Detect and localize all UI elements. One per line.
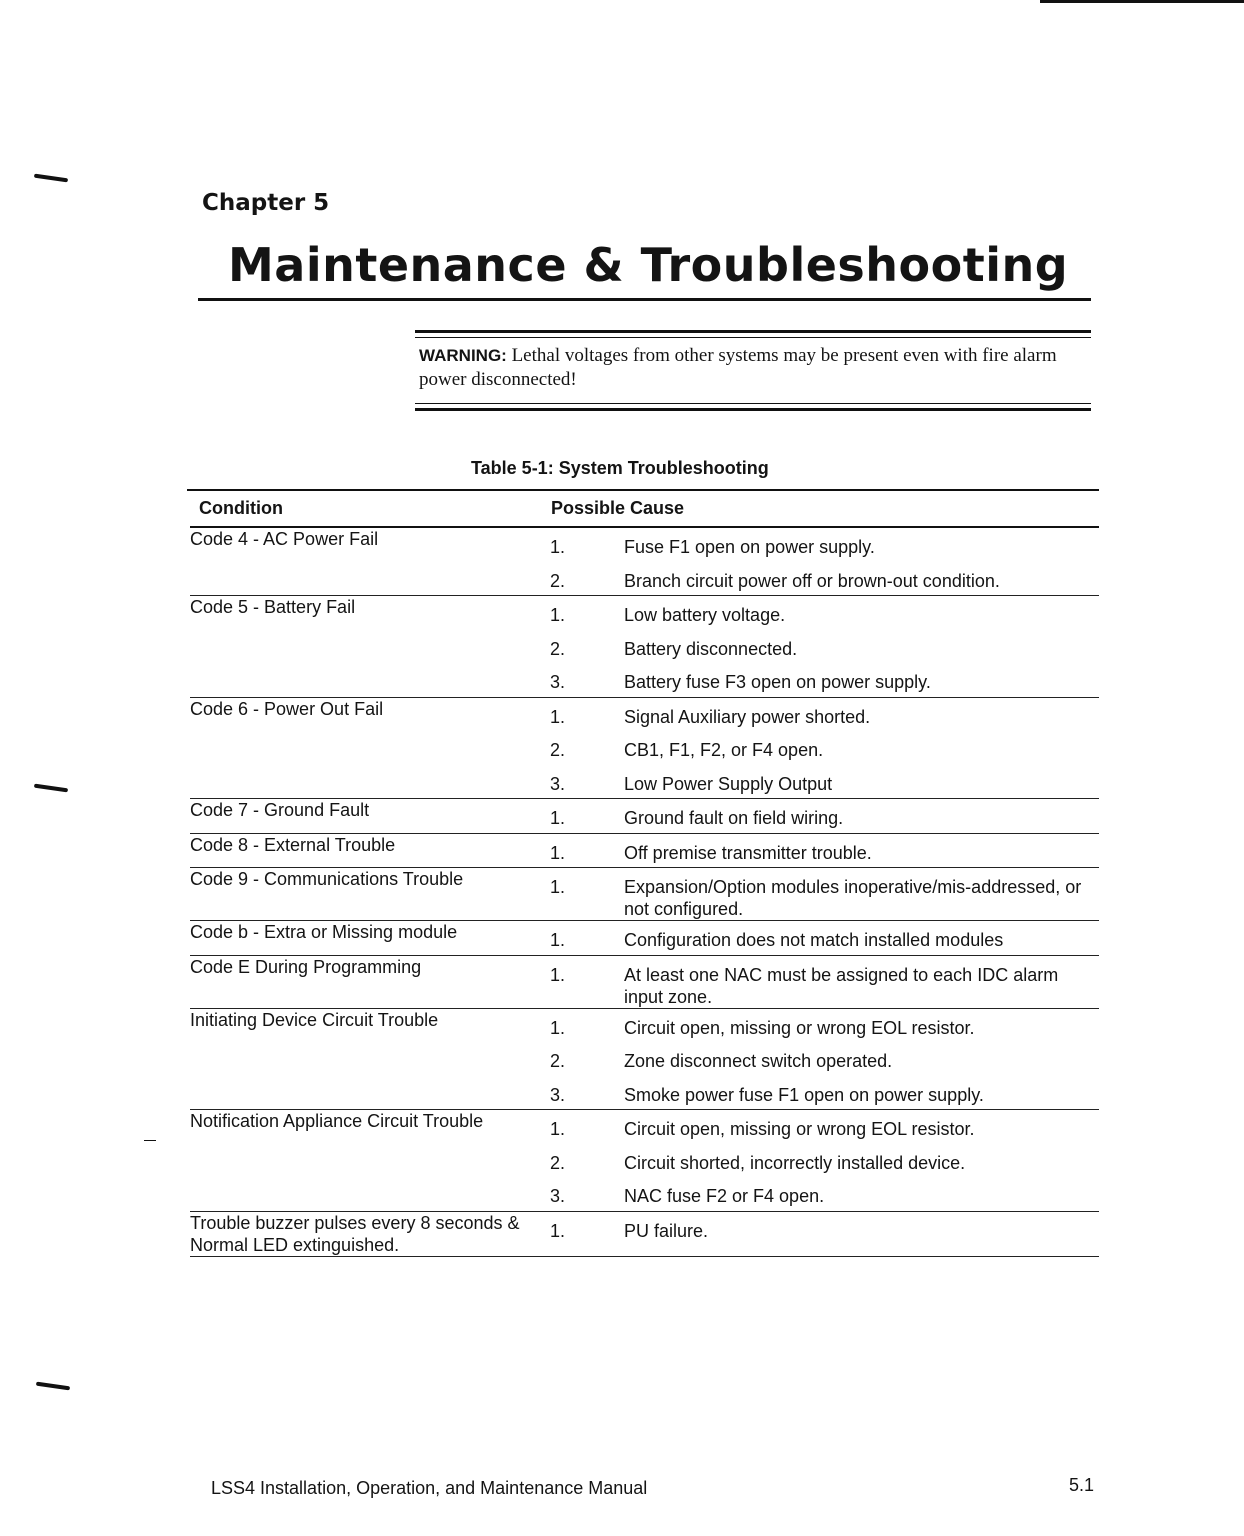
cause-text: Low battery voltage. (624, 605, 786, 625)
table-row (190, 868, 1099, 921)
condition-cell: Code 4 - AC Power Fail (190, 527, 542, 596)
scan-mark (36, 1382, 70, 1391)
cause-text: Off premise transmitter trouble. (624, 842, 872, 863)
table-row (190, 833, 1099, 868)
cause-cell (542, 1110, 1099, 1212)
cause-text: Low Power Supply Output (624, 773, 833, 794)
table-row (190, 697, 1099, 799)
warning-label: WARNING: (419, 346, 507, 365)
page-number: 5.1 (1069, 1475, 1095, 1495)
condition-cell: Initiating Device Circuit Trouble (190, 1008, 542, 1110)
scan-mark (34, 174, 68, 183)
condition-cell: Notification Appliance Circuit Trouble (190, 1110, 542, 1212)
cause-text: Zone disconnect switch operated. (624, 1051, 893, 1071)
condition-cell: Code E During Programming (190, 955, 542, 1008)
cause-text: Smoke power fuse F1 open on power supply. (624, 1084, 984, 1105)
cause-number: 1. (550, 605, 566, 625)
cause-cell (542, 833, 1099, 868)
cause-text: CB1, F1, F2, or F4 open. (624, 740, 824, 760)
cause-item (542, 1042, 1099, 1076)
cause-text: Circuit open, missing or wrong EOL resistor. (624, 1017, 975, 1038)
cause-number: 2. (550, 740, 566, 760)
cause-cell (542, 921, 1099, 956)
cause-item (542, 1212, 1099, 1246)
cause-number: 3. (550, 672, 566, 692)
cause-text: Ground fault on field wiring. (624, 808, 844, 828)
warning-bottom-rule (415, 408, 1091, 411)
cause-item (542, 528, 1099, 562)
cause-item (542, 868, 1099, 920)
cause-item (542, 663, 1099, 697)
warning-top-rule (415, 337, 1091, 338)
cause-cell (542, 1008, 1099, 1110)
cause-item (542, 765, 1099, 799)
chapter-title: Maintenance & Troubleshooting (228, 238, 1069, 292)
warning-top-rule (415, 330, 1091, 333)
scan-mark (1040, 0, 1244, 3)
condition-cell: Code 5 - Battery Fail (190, 596, 542, 698)
cause-item (542, 1076, 1099, 1110)
condition-cell: Code b - Extra or Missing module (190, 921, 542, 956)
cause-number: 3. (550, 1186, 566, 1206)
cause-item (542, 799, 1099, 833)
cause-cell (542, 697, 1099, 799)
cause-cell (542, 596, 1099, 698)
cause-text: Signal Auxiliary power shorted. (624, 706, 871, 727)
cause-number: 2. (550, 1051, 566, 1071)
table-row (190, 596, 1099, 698)
cause-item (542, 834, 1099, 868)
table-row (190, 799, 1099, 834)
cause-number: 1. (550, 706, 566, 727)
scan-mark (144, 1140, 156, 1141)
cause-number: 1. (550, 1017, 566, 1038)
table-caption: Table 5-1: System Troubleshooting (471, 458, 769, 478)
cause-text: At least one NAC must be assigned to each IDC alarm input zone. (624, 964, 1059, 1007)
cause-item (542, 731, 1099, 765)
cause-text: Fuse F1 open on power supply. (624, 537, 875, 557)
condition-cell: Code 8 - External Trouble (190, 833, 542, 868)
table-row (190, 921, 1099, 956)
cause-number: 3. (550, 1084, 566, 1105)
condition-header: Condition (190, 492, 542, 527)
title-rule (198, 298, 1091, 301)
table-header-row (190, 492, 1099, 527)
cause-cell (542, 799, 1099, 834)
warning-bottom-rule (415, 403, 1091, 404)
cause-text: Branch circuit power off or brown-out condition. (624, 570, 1000, 591)
cause-number: 1. (550, 537, 566, 557)
table-row (190, 1211, 1099, 1256)
table-row (190, 955, 1099, 1008)
table-body (190, 527, 1099, 1256)
condition-cell: Code 7 - Ground Fault (190, 799, 542, 834)
warning-box (419, 344, 1079, 392)
cause-text: PU failure. (624, 1220, 709, 1241)
scan-mark (34, 784, 68, 793)
cause-number: 2. (550, 1152, 566, 1173)
cause-number: 1. (550, 842, 566, 863)
condition-cell: Code 9 - Communications Trouble (190, 868, 542, 921)
cause-item (542, 1177, 1099, 1211)
cause-number: 1. (550, 877, 566, 897)
cause-item (542, 921, 1099, 955)
cause-text: Battery disconnected. (624, 638, 798, 659)
cause-number: 3. (550, 773, 566, 794)
troubleshooting-table (190, 492, 1099, 1257)
cause-item (542, 956, 1099, 1008)
cause-item (542, 1144, 1099, 1178)
warning-text: Lethal voltages from other systems may be present even with fire alarm power disconnected! (419, 345, 1057, 390)
cause-text: Configuration does not match installed modules (624, 930, 1004, 950)
cause-number: 1. (550, 964, 566, 985)
condition-cell: Code 6 - Power Out Fail (190, 697, 542, 799)
cause-number: 1. (550, 1119, 566, 1139)
cause-number: 1. (550, 808, 566, 828)
cause-number: 2. (550, 638, 566, 659)
cause-cell (542, 527, 1099, 596)
cause-text: Circuit shorted, incorrectly installed device. (624, 1152, 966, 1173)
cause-number: 2. (550, 570, 566, 591)
cause-item (542, 1110, 1099, 1144)
cause-number: 1. (550, 930, 566, 950)
cause-cell (542, 955, 1099, 1008)
possible-cause-header: Possible Cause (542, 492, 1099, 527)
cause-number: 1. (550, 1220, 566, 1241)
table-row (190, 1008, 1099, 1110)
cause-item (542, 630, 1099, 664)
table-row (190, 527, 1099, 596)
cause-cell (542, 1211, 1099, 1256)
cause-text: Expansion/Option modules inoperative/mis-addressed, or not configured. (624, 877, 1082, 919)
cause-text: Battery fuse F3 open on power supply. (624, 672, 931, 692)
cause-item (542, 698, 1099, 732)
cause-item (542, 1009, 1099, 1043)
cause-item (542, 596, 1099, 630)
condition-cell: Trouble buzzer pulses every 8 seconds & Normal LED extinguished. (190, 1211, 542, 1256)
cause-text: NAC fuse F2 or F4 open. (624, 1186, 825, 1206)
footer-manual-title: LSS4 Installation, Operation, and Maintenance Manual (211, 1478, 648, 1498)
chapter-label: Chapter 5 (202, 190, 330, 216)
table-top-rule (187, 489, 1099, 491)
cause-item (542, 562, 1099, 596)
cause-cell (542, 868, 1099, 921)
table-row (190, 1110, 1099, 1212)
cause-text: Circuit open, missing or wrong EOL resistor. (624, 1119, 975, 1139)
